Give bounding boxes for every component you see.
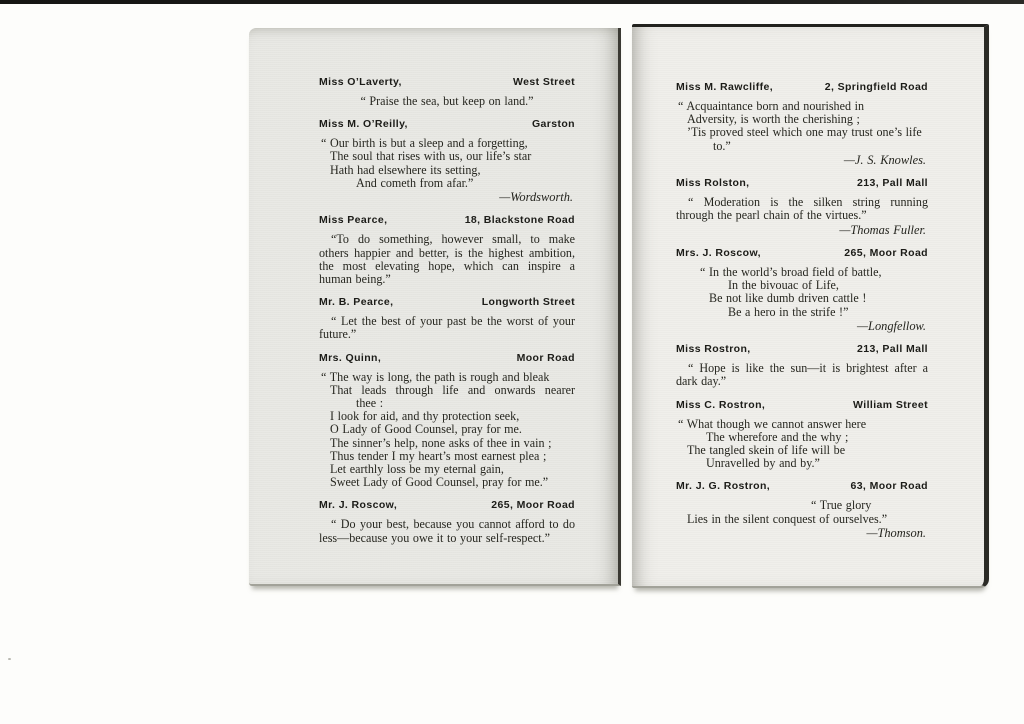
entry-address: 18, Blackstone Road	[464, 214, 575, 227]
entry-header	[319, 296, 575, 308]
quote-line: the most elevating hope, which can inspire a	[319, 258, 575, 273]
entry-address: 213, Pall Mall	[857, 177, 928, 190]
attribution: —J. S. Knowles.	[843, 152, 926, 167]
entry-mrs-j-roscow	[676, 247, 928, 333]
entry-address: 213, Pall Mall	[857, 343, 928, 356]
quote-line: less—because you owe it to your self-respect.”	[319, 530, 550, 545]
quote-line: dark day.”	[676, 374, 727, 389]
quote-line: In the bivouac of Life,	[728, 278, 839, 293]
entry-c-rostron	[676, 399, 928, 471]
right-page	[632, 24, 989, 588]
entry-rawcliffe	[676, 81, 928, 167]
entry-name: Mr. J. Roscow,	[319, 499, 398, 512]
entry-address: 265, Moor Road	[491, 499, 575, 512]
attribution: —Thomas Fuller.	[839, 222, 926, 237]
entry-header	[319, 118, 575, 130]
quote-line: I look for aid, and thy protection seek,	[330, 409, 520, 424]
quote-line: The tangled skein of life will be	[687, 443, 846, 458]
entry-j-g-rostron	[676, 480, 928, 540]
quote-line: to.”	[713, 138, 731, 153]
attribution: —Thomson.	[866, 525, 926, 540]
entry-header	[676, 247, 928, 259]
entry-header	[676, 399, 928, 411]
quote-line: Unravelled by and by.”	[706, 456, 820, 471]
entry-name: Miss C. Rostron,	[676, 398, 766, 411]
quote-line: Let earthly loss be my eternal gain,	[330, 462, 504, 477]
quote-line: “ In the world’s broad field of battle,	[700, 265, 882, 280]
entry-quinn	[319, 352, 575, 490]
right-page-text-column	[676, 27, 928, 540]
entry-rolston	[676, 177, 928, 237]
left-page-text-column	[319, 28, 575, 545]
entry-name: Mrs. J. Roscow,	[676, 247, 761, 260]
quote-line: The wherefore and the why ;	[706, 429, 849, 444]
quote-line: Adversity, is worth the cherishing ;	[687, 112, 860, 127]
entry-address: West Street	[513, 76, 575, 88]
entry-address: Garston	[531, 118, 575, 131]
entry-rostron	[676, 343, 928, 388]
entry-header	[676, 343, 928, 355]
quote-line: Be not like dumb driven cattle !	[709, 291, 867, 306]
quote-line: “ Praise the sea, but keep on land.”	[360, 94, 534, 108]
quote-line: “ Let the best of your past be the worst of your	[331, 314, 575, 329]
entry-header	[319, 76, 575, 88]
entry-name: Miss Pearce,	[319, 214, 388, 227]
quote-line: thee :	[356, 396, 384, 411]
quote-line: through the pearl chain of the virtues.”	[676, 208, 867, 223]
quote-line: “ Our birth is but a sleep and a forgetting,	[321, 136, 528, 151]
quote-line: ’Tis proved steel which one may trust one’s life	[687, 125, 922, 140]
quote-line: future.”	[319, 327, 357, 342]
entry-name: Miss O’Laverty,	[319, 76, 402, 88]
quote-line: Thus tender I my heart’s most earnest plea ;	[330, 448, 547, 463]
quote-line: others happier and better, is the highest ambition,	[319, 245, 575, 260]
entry-address: Longworth Street	[481, 296, 575, 309]
entry-quote	[319, 315, 575, 341]
entry-address: Moor Road	[516, 351, 575, 364]
quote-line: Hath had elsewhere its setting,	[330, 162, 481, 177]
entry-address: 2, Springfield Road	[824, 81, 928, 93]
attribution: —Wordsworth.	[499, 190, 573, 205]
quote-line: Be a hero in the strife !”	[728, 304, 849, 319]
entry-quote	[698, 266, 928, 319]
entry-quote	[676, 362, 928, 388]
quote-line: “ Do your best, because you cannot afford to do	[331, 517, 575, 532]
quote-line: “ True glory	[811, 498, 872, 513]
entry-header	[676, 480, 928, 492]
entry-quote	[319, 371, 575, 490]
entry-address: 63, Moor Road	[850, 480, 928, 493]
quote-line: “ Acquaintance born and nourished in	[678, 99, 865, 113]
quote-line: “ Moderation is the silken string running	[688, 195, 928, 210]
entry-quote	[676, 499, 928, 540]
entry-header	[676, 177, 928, 189]
entry-b-pearce	[319, 296, 575, 341]
entry-header	[676, 81, 928, 93]
entry-name: Mrs. Quinn,	[319, 351, 382, 364]
entry-header	[319, 499, 575, 511]
quote-line: “To do something, however small, to make	[331, 232, 575, 247]
entry-name: Miss Rolston,	[676, 177, 750, 190]
entry-name: Miss M. Rawcliffe,	[676, 81, 774, 93]
entry-address: 265, Moor Road	[844, 247, 928, 260]
quote-line: “ Hope is like the sun—it is brightest after a	[688, 361, 928, 376]
entry-quote	[676, 196, 928, 237]
entry-header	[319, 352, 575, 364]
entry-name: Mr. J. G. Rostron,	[676, 480, 771, 493]
quote-line: “ The way is long, the path is rough and bleak	[321, 369, 550, 384]
attribution: —Longfellow.	[857, 318, 926, 333]
entry-quote	[319, 137, 575, 204]
scan-speck	[8, 658, 11, 660]
entry-pearce	[319, 214, 575, 286]
entry-address: William Street	[853, 398, 928, 411]
quote-line: That leads through life and onwards nearer	[330, 382, 575, 397]
entry-name: Mr. B. Pearce,	[319, 296, 394, 309]
quote-line: “ What though we cannot answer here	[678, 416, 867, 431]
entry-quote	[676, 418, 928, 471]
left-page	[249, 28, 621, 586]
entry-name: Miss Rostron,	[676, 343, 751, 356]
entry-header	[319, 214, 575, 226]
quote-line: The sinner’s help, none asks of thee in vain ;	[330, 435, 552, 450]
entry-j-roscow	[319, 499, 575, 544]
scanner-lid-edge	[0, 0, 1024, 4]
quote-line: And cometh from afar.”	[356, 175, 474, 190]
entry-quote	[319, 95, 575, 108]
quote-line: O Lady of Good Counsel, pray for me.	[330, 422, 522, 437]
quote-line: human being.”	[319, 272, 391, 287]
quote-line: Sweet Lady of Good Counsel, pray for me.”	[330, 475, 549, 490]
entry-quote	[676, 100, 928, 167]
entry-oreilly	[319, 118, 575, 204]
entry-quote	[319, 518, 575, 544]
entry-name: Miss M. O’Reilly,	[319, 118, 408, 131]
quote-line: Lies in the silent conquest of ourselves.”	[687, 511, 888, 526]
quote-line: The soul that rises with us, our life’s star	[330, 149, 532, 164]
entry-olaverty	[319, 76, 575, 108]
entry-quote	[319, 233, 575, 286]
